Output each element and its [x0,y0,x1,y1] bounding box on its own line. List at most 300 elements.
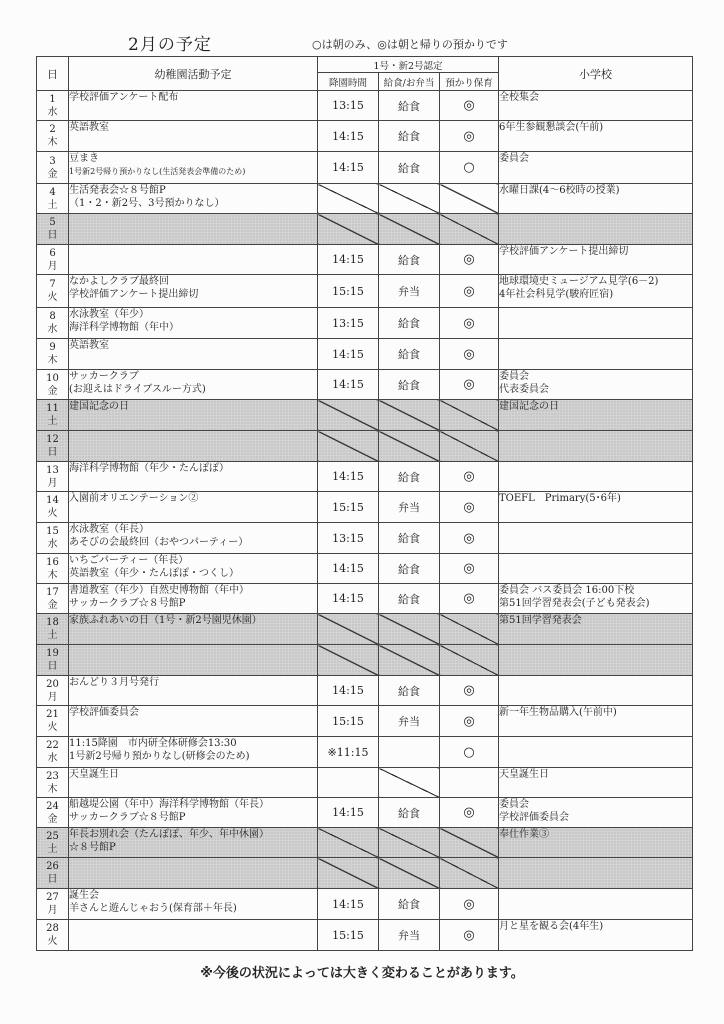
day-of-week: 土 [47,843,58,855]
kinder-activity-text: 建国記念の日 [69,401,129,412]
extended-care-cell: ◎ [440,308,499,339]
dismissal-time-cell: 14:15 [318,339,379,370]
kinder-activity-text: 英語教室 [69,122,109,133]
kinder-activity-text: 家族ふれあいの日（1号・新2号園児休園） [69,615,262,626]
header-lunch-type: 給食/お弁当 [379,73,440,91]
kinder-activity-cell [69,737,318,768]
date-cell [37,275,69,308]
kinder-activity-text: 英語教室 [69,340,109,351]
lunch-type-cell [379,431,440,462]
kinder-activity-cell [69,645,318,676]
day-of-week: 土 [47,630,58,641]
day-of-week: 水 [47,106,58,118]
extended-care-cell [440,645,499,676]
kinder-activity-text: サッカークラブ [69,371,139,382]
schedule-row [37,214,693,245]
kinder-activity-cell [69,462,318,492]
school-event-text: 代表委員会 [499,384,550,395]
extended-care-cell: ◎ [440,462,499,492]
date-cell [37,858,69,889]
lunch-type-cell: 給食 [379,91,440,121]
kinder-activity-text: おんどり３月号発行 [69,677,159,688]
lunch-type-cell: 給食 [379,370,440,400]
schedule-row [37,308,693,339]
school-event-cell [499,920,693,951]
dismissal-time-cell: 14:15 [318,462,379,492]
day-number: 8 [49,311,56,322]
dismissal-time-cell [318,400,379,431]
kinder-activity-text: 誕生会 [69,890,99,901]
day-of-week: 日 [47,447,58,458]
schedule-rows [37,91,693,951]
kinder-activity-cell [69,370,318,400]
kinder-activity-text: 年長お別れ会（たんぽぽ、年少、年中休園） [69,829,269,840]
extended-care-cell: ○ [440,152,499,184]
date-cell [37,431,69,462]
school-event-cell [499,370,693,400]
lunch-type-cell [379,614,440,645]
schedule-row [37,706,693,737]
kinder-activity-cell [69,184,318,214]
kinder-activity-cell [69,245,318,275]
school-event-cell [499,492,693,523]
extended-care-cell: ◎ [440,492,499,523]
kinder-activity-cell [69,308,318,339]
date-cell [37,91,69,121]
school-event-text: 天皇誕生日 [499,769,550,780]
day-number: 4 [49,186,56,198]
kinder-activity-text: 入園前オリエンテーション② [69,493,199,504]
lunch-type-cell [379,645,440,676]
school-event-text: 全校集会 [499,92,540,103]
school-event-cell [499,152,693,184]
date-cell [37,523,69,554]
schedule-row [37,492,693,523]
dismissal-time-cell [318,431,379,462]
date-cell [37,121,69,152]
legend-note: ○は朝のみ、◎は朝と帰りの預かりです [312,38,508,51]
day-of-week: 日 [47,874,58,885]
kinder-activity-cell [69,798,318,828]
kinder-activity-text: なかよしクラブ最終回 [69,276,169,287]
kinder-activity-text: 1号新2号帰り預かりなし(研修会のため) [69,751,250,762]
school-event-cell [499,645,693,676]
day-number: 20 [46,678,59,690]
header-extended-care: 預かり保育 [440,73,499,91]
page-title: 2月の予定 [128,35,212,55]
extended-care-cell [440,828,499,858]
day-number: 19 [46,648,59,659]
schedule-row [37,431,693,462]
lunch-type-cell [379,400,440,431]
day-number: 10 [46,372,59,384]
day-number: 12 [46,434,59,445]
kinder-activity-cell [69,676,318,706]
lunch-type-cell: 弁当 [379,275,440,308]
kinder-activity-text: 水泳教室（年少） [69,309,149,320]
kinder-activity-text: サッカークラブ☆８号館P [69,812,186,823]
schedule-row [37,645,693,676]
schedule-row [37,152,693,184]
kinder-activity-cell [69,584,318,614]
extended-care-cell: ◎ [440,339,499,370]
extended-care-cell: ◎ [440,889,499,920]
extended-care-cell: ◎ [440,798,499,828]
school-event-text: 第51回学習発表会 [499,615,582,626]
school-event-text: 建国記念の日 [499,401,560,412]
schedule-row [37,768,693,798]
kinder-activity-cell [69,339,318,370]
kinder-activity-text: ☆８号館P [69,842,116,853]
lunch-type-cell: 給食 [379,554,440,584]
dismissal-time-cell: ※11:15 [318,737,379,768]
date-cell [37,584,69,614]
dismissal-time-cell: 14:15 [318,676,379,706]
day-of-week: 金 [47,168,58,180]
date-cell [37,889,69,920]
day-number: 11 [46,403,59,414]
school-event-cell [499,91,693,121]
kinder-activity-text: 1号新2号帰り預かりなし(生活発表会準備のため) [69,167,246,176]
kinder-activity-text: 船越堤公園（年中）海洋科学博物館（年長） [69,799,269,810]
lunch-type-cell: 給食 [379,339,440,370]
day-number: 7 [49,279,56,290]
lunch-type-cell [379,214,440,245]
kinder-activity-text: いちごパーティー（年長） [69,555,189,566]
day-number: 25 [46,830,59,842]
day-number: 2 [49,124,56,135]
kinder-activity-cell [69,91,318,121]
school-event-cell [499,214,693,245]
date-cell [37,706,69,737]
schedule-row [37,275,693,308]
date-cell [37,184,69,214]
extended-care-cell: ◎ [440,584,499,614]
extended-care-cell [440,400,499,431]
extended-care-cell: ◎ [440,370,499,400]
lunch-type-cell [379,858,440,889]
day-number: 15 [46,526,59,537]
kinder-activity-text: 書道教室（年少）自然史博物館（年中） [69,585,249,596]
dismissal-time-cell [318,214,379,245]
extended-care-cell: ◎ [440,91,499,121]
lunch-type-cell: 給食 [379,245,440,275]
header-day: 日 [37,57,69,91]
school-event-cell [499,676,693,706]
school-event-cell [499,431,693,462]
kinder-activity-text: 英語教室（年少・たんぽぽ・つくし） [69,568,239,579]
kinder-activity-cell [69,768,318,798]
dismissal-time-cell: 13:15 [318,91,379,121]
dismissal-time-cell [318,858,379,889]
school-event-cell [499,858,693,889]
school-event-text: 水曜日課(4～6校時の授業) [499,185,620,196]
school-event-cell [499,614,693,645]
school-event-cell [499,554,693,584]
schedule-row [37,828,693,858]
date-cell [37,676,69,706]
kinder-activity-cell [69,400,318,431]
day-of-week: 金 [47,385,58,397]
lunch-type-cell [379,737,440,768]
day-number: 27 [46,892,59,903]
day-number: 23 [46,770,59,782]
dismissal-time-cell: 14:15 [318,889,379,920]
schedule-row [37,184,693,214]
lunch-type-cell: 給食 [379,462,440,492]
schedule-row [37,245,693,275]
kinder-activity-text: 水泳教室（年長） [69,524,149,535]
header-elementary-school: 小学校 [499,57,693,91]
day-of-week: 木 [47,783,58,795]
dismissal-time-cell: 14:15 [318,584,379,614]
schedule-row [37,339,693,370]
dismissal-time-cell: 14:15 [318,798,379,828]
day-number: 21 [46,709,59,720]
kinder-activity-cell [69,152,318,184]
school-event-cell [499,245,693,275]
day-number: 14 [46,495,59,506]
school-event-cell [499,706,693,737]
date-cell [37,798,69,828]
school-event-cell [499,275,693,308]
day-number: 13 [46,464,59,476]
dismissal-time-cell [318,645,379,676]
header-kinder-activities: 幼稚園活動予定 [69,57,318,91]
date-cell [37,308,69,339]
day-of-week: 木 [47,137,58,148]
date-cell [37,768,69,798]
extended-care-cell: ◎ [440,554,499,584]
extended-care-cell [440,184,499,214]
lunch-type-cell: 給食 [379,308,440,339]
header-dismissal-time: 降園時間 [318,73,379,91]
day-of-week: 火 [47,936,58,947]
extended-care-cell [440,768,499,798]
lunch-type-cell: 給食 [379,798,440,828]
schedule-row [37,121,693,152]
date-cell [37,339,69,370]
day-of-week: 土 [47,199,58,211]
dismissal-time-cell [318,614,379,645]
kinder-activity-text: 生活発表会☆８号館P [69,185,166,196]
lunch-type-cell: 給食 [379,152,440,184]
school-event-cell [499,889,693,920]
day-number: 9 [49,342,56,353]
school-event-cell [499,523,693,554]
header-certification-group: 1号・新2号認定 [318,57,499,73]
kinder-activity-cell [69,706,318,737]
extended-care-cell: ◎ [440,676,499,706]
school-event-cell [499,828,693,858]
lunch-type-cell: 給食 [379,121,440,152]
schedule-row [37,584,693,614]
schedule-row [37,400,693,431]
day-of-week: 月 [47,905,58,916]
kinder-activity-text: 海洋科学博物館（年中） [69,322,179,333]
dismissal-time-cell [318,768,379,798]
day-of-week: 水 [47,753,58,764]
day-of-week: 月 [47,691,58,703]
school-event-text: 月と星を観る会(4年生) [499,921,604,932]
extended-care-cell [440,614,499,645]
school-event-text: 第51回学習発表会(子ども発表会) [499,598,650,609]
kinder-activity-cell [69,920,318,951]
kinder-activity-cell [69,889,318,920]
kinder-activity-cell [69,554,318,584]
extended-care-cell: ◎ [440,275,499,308]
extended-care-cell: ◎ [440,920,499,951]
date-cell [37,245,69,275]
school-event-text: 新一年生物品購入(午前中) [499,707,617,718]
school-event-text: 奉仕作業③ [499,829,550,840]
date-cell [37,400,69,431]
kinder-activity-cell [69,492,318,523]
school-event-text: 学校評価アンケート提出締切 [499,246,629,257]
schedule-row [37,554,693,584]
extended-care-cell: ◎ [440,245,499,275]
school-event-cell [499,121,693,152]
kinder-activity-cell [69,214,318,245]
school-event-cell [499,768,693,798]
day-number: 18 [46,617,59,628]
kinder-activity-text: 学校評価アンケート配布 [69,92,179,103]
lunch-type-cell: 弁当 [379,492,440,523]
kinder-activity-cell [69,828,318,858]
date-cell [37,152,69,184]
date-cell [37,828,69,858]
schedule-row [37,920,693,951]
kinder-activity-cell [69,121,318,152]
day-number: 3 [49,155,56,167]
extended-care-cell: ◎ [440,121,499,152]
kinder-activity-text: 天皇誕生日 [69,769,119,780]
day-number: 24 [46,800,59,812]
dismissal-time-cell: 15:15 [318,275,379,308]
extended-care-cell: ○ [440,737,499,768]
day-number: 22 [46,740,59,751]
day-number: 1 [49,93,56,105]
school-event-text: 委員会 [499,153,530,164]
school-event-text: 6年生参観懇談会(午前) [499,122,604,133]
dismissal-time-cell: 15:15 [318,920,379,951]
day-of-week: 日 [47,230,58,241]
kinder-activity-cell [69,858,318,889]
day-of-week: 木 [47,569,58,581]
day-of-week: 火 [47,722,58,733]
lunch-type-cell [379,768,440,798]
lunch-type-cell: 弁当 [379,706,440,737]
footer-note: ※今後の状況によっては大きく変わることがあります。 [200,966,524,981]
school-event-cell [499,462,693,492]
dismissal-time-cell [318,184,379,214]
kinder-activity-text: サッカークラブ☆８号館P [69,598,186,609]
school-event-text: TOEFL Primary(5･6年) [499,493,621,504]
school-event-text: 4年社会科見学(駿府匠宿) [499,289,614,300]
dismissal-time-cell: 13:15 [318,523,379,554]
date-cell [37,492,69,523]
kinder-activity-cell [69,614,318,645]
school-event-cell [499,737,693,768]
lunch-type-cell: 給食 [379,523,440,554]
day-of-week: 火 [47,508,58,519]
date-cell [37,554,69,584]
school-event-cell [499,339,693,370]
day-of-week: 金 [47,599,58,611]
school-event-text: 地球環境史ミュージアム見学(6－2) [499,276,659,287]
date-cell [37,645,69,676]
dismissal-time-cell: 15:15 [318,492,379,523]
date-cell [37,214,69,245]
day-of-week: 日 [47,661,58,672]
dismissal-time-cell: 13:15 [318,308,379,339]
date-cell [37,920,69,951]
school-event-cell [499,308,693,339]
day-of-week: 金 [47,813,58,825]
extended-care-cell [440,431,499,462]
kinder-activity-text: （1・2・新2号、3号預かりなし） [69,198,225,209]
kinder-activity-text: 海洋科学博物館（年少・たんぽぽ） [69,463,229,474]
lunch-type-cell: 給食 [379,676,440,706]
day-of-week: 火 [47,292,58,303]
day-of-week: 月 [47,260,58,272]
date-cell [37,614,69,645]
kinder-activity-text: あそびの会最終回（おやつパーティー） [69,537,249,548]
school-event-cell [499,584,693,614]
kinder-activity-text: 豆まき [69,153,99,164]
schedule-row [37,858,693,889]
lunch-type-cell: 給食 [379,584,440,614]
day-number: 6 [49,247,56,259]
kinder-activity-text: 羊さんと遊んじゃおう(保育部＋年長) [69,903,237,914]
day-of-week: 土 [47,416,58,427]
extended-care-cell [440,858,499,889]
dismissal-time-cell: 15:15 [318,706,379,737]
schedule-row [37,614,693,645]
day-number: 16 [46,556,59,568]
schedule-table [36,56,693,951]
extended-care-cell [440,214,499,245]
dismissal-time-cell: 14:15 [318,245,379,275]
date-cell [37,462,69,492]
extended-care-cell: ◎ [440,706,499,737]
day-number: 28 [46,923,59,934]
day-number: 26 [46,861,59,872]
date-cell [37,370,69,400]
dismissal-time-cell: 14:15 [318,370,379,400]
kinder-activity-text: 学校評価委員会 [69,707,139,718]
dismissal-time-cell: 14:15 [318,554,379,584]
lunch-type-cell [379,184,440,214]
day-of-week: 水 [47,324,58,335]
date-cell [37,737,69,768]
day-number: 5 [49,217,56,228]
day-of-week: 木 [47,355,58,366]
dismissal-time-cell: 14:15 [318,152,379,184]
kinder-activity-cell [69,523,318,554]
school-event-cell [499,400,693,431]
lunch-type-cell [379,828,440,858]
lunch-type-cell: 給食 [379,889,440,920]
kinder-activity-text: 11:15降園 市内研全体研修会13:30 [69,738,237,749]
kinder-activity-text: 学校評価アンケート提出締切 [69,289,199,300]
schedule-row [37,737,693,768]
schedule-row [37,462,693,492]
kinder-activity-cell [69,275,318,308]
extended-care-cell: ◎ [440,523,499,554]
school-event-text: 委員会 [499,799,530,810]
school-event-text: 委員会 [499,371,530,382]
